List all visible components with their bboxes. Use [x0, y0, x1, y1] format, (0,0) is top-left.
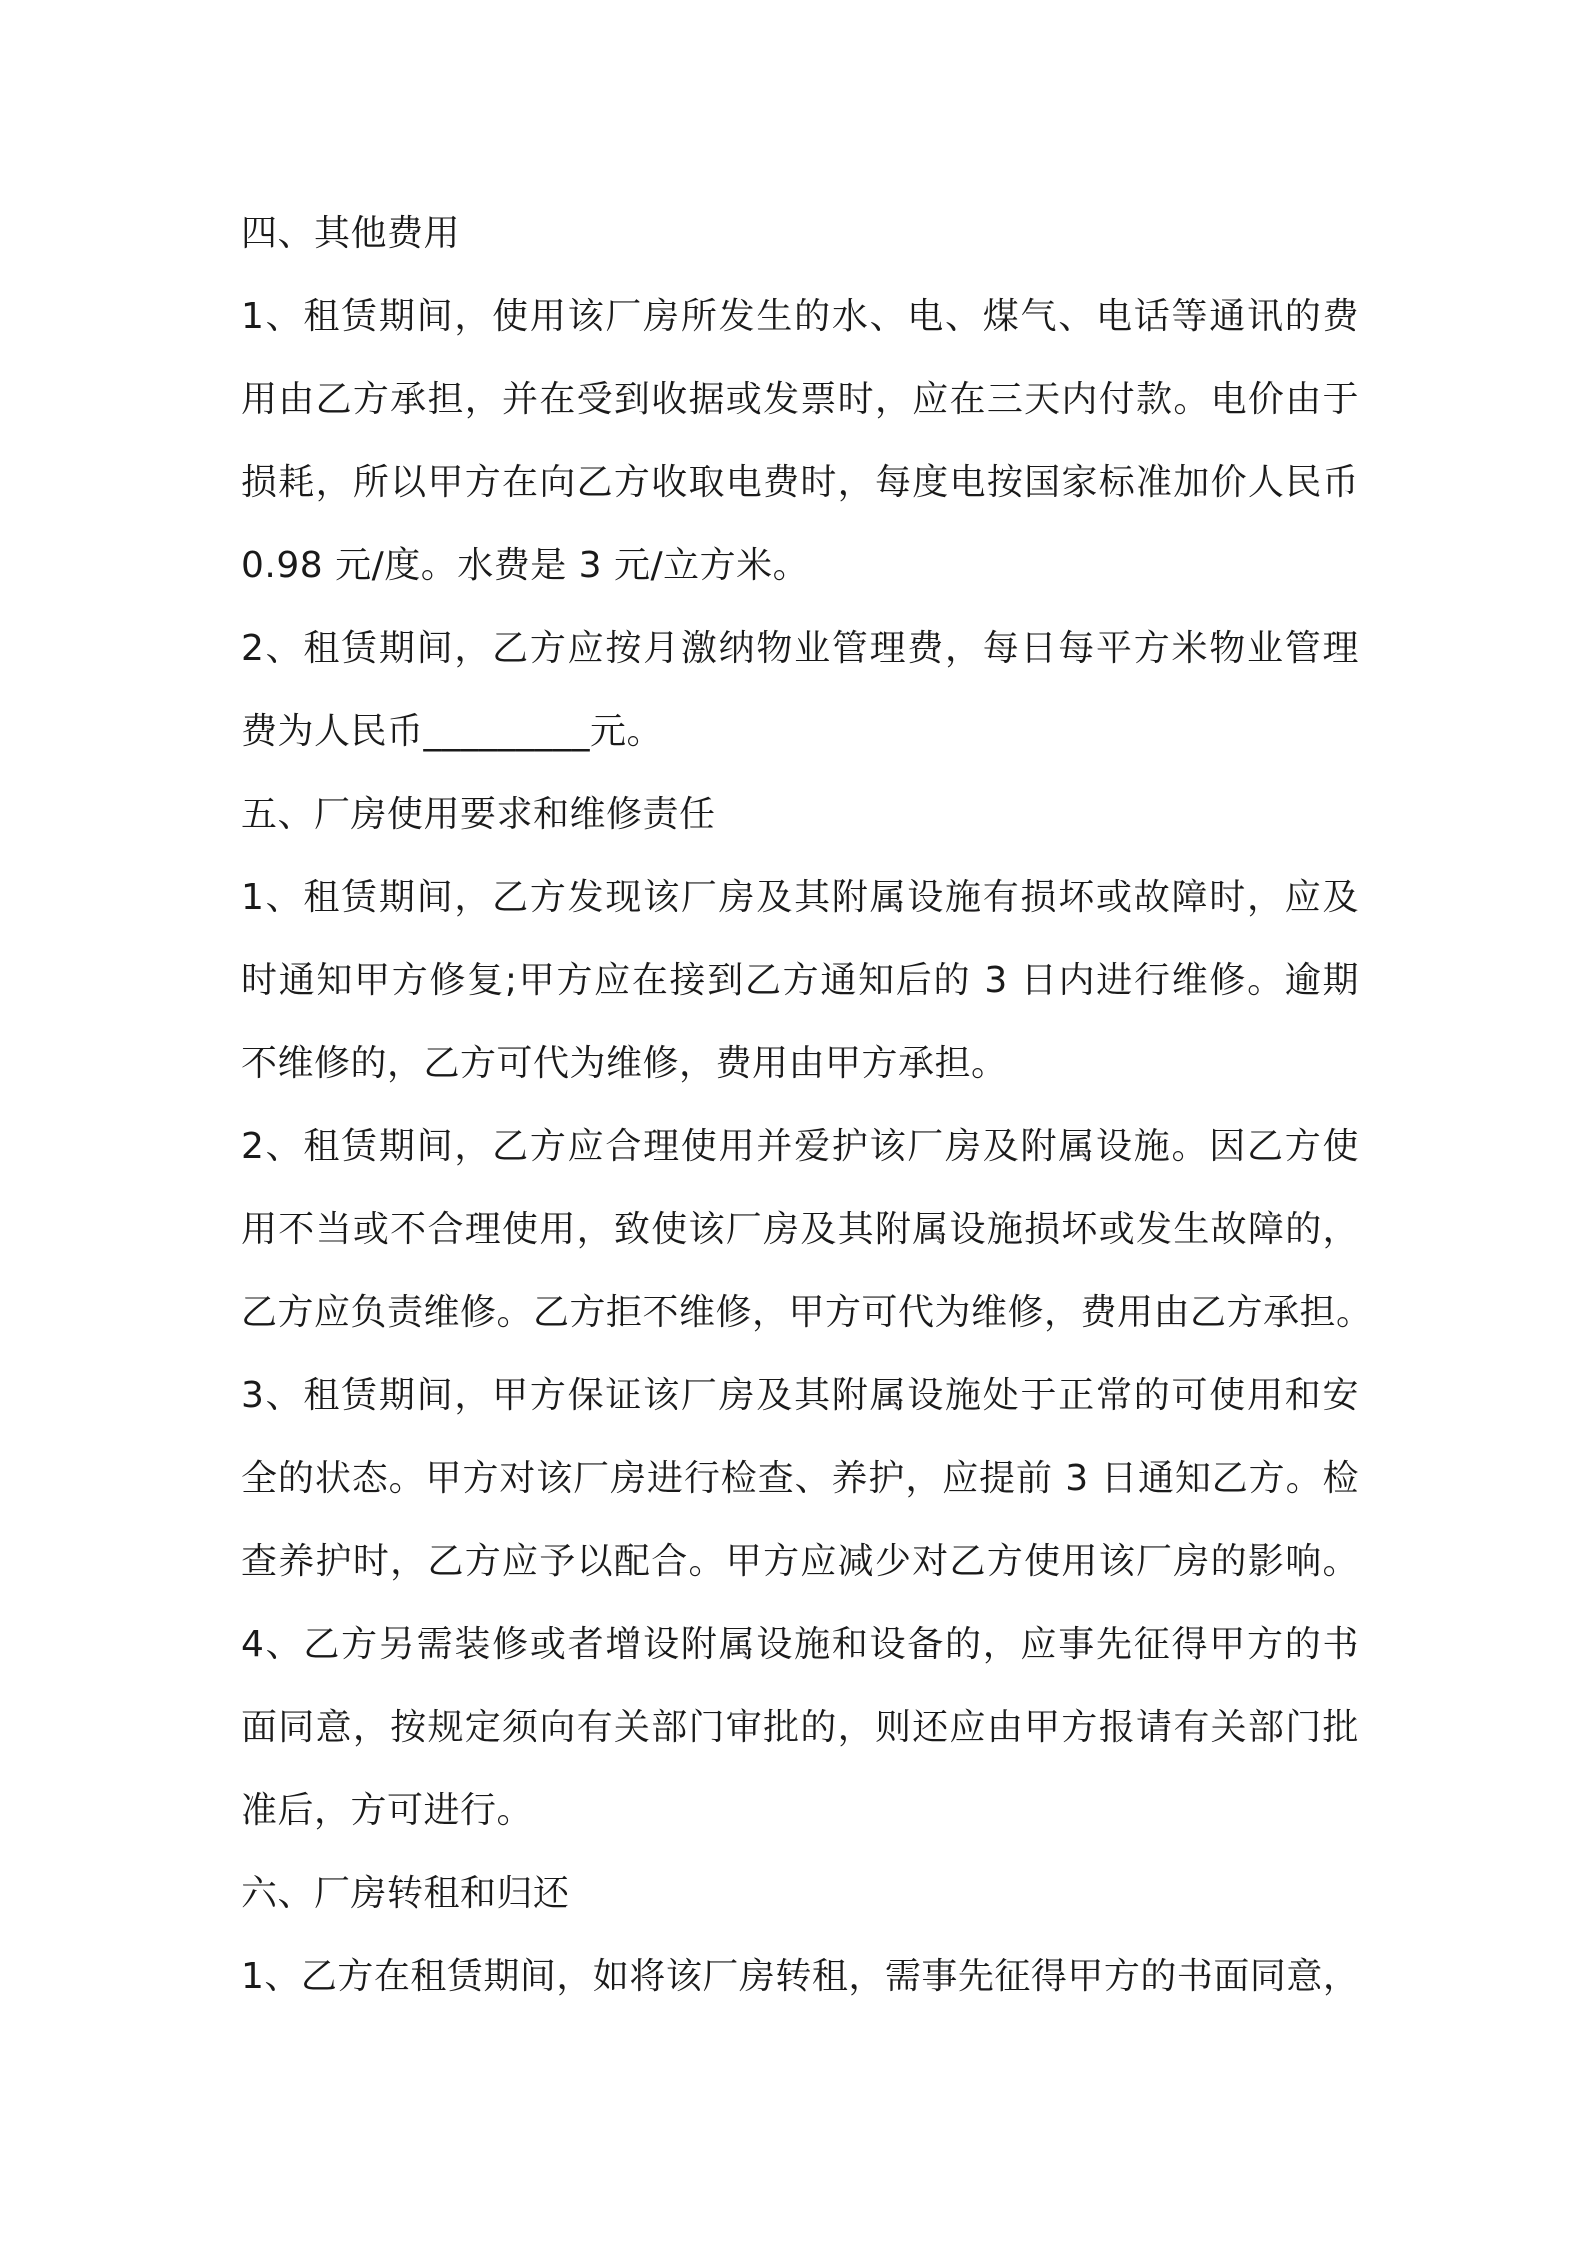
document-line: 2、租赁期间，乙方应合理使用并爱护该厂房及附属设施。因乙方使 [241, 1126, 1359, 1167]
document-body [241, 192, 1373, 2018]
document-line: 3、租赁期间，甲方保证该厂房及其附属设施处于正常的可使用和安 [241, 1375, 1359, 1416]
document-line: 1、租赁期间，乙方发现该厂房及其附属设施有损坏或故障时，应及 [241, 877, 1359, 918]
document-line: 不维修的，乙方可代为维修，费用由甲方承担。 [241, 1043, 1008, 1084]
document-line: 用由乙方承担，并在受到收据或发票时，应在三天内付款。电价由于 [241, 379, 1359, 420]
document-line: 五、厂房使用要求和维修责任 [241, 794, 716, 835]
document-line: 时通知甲方修复;甲方应在接到乙方通知后的 3 日内进行维修。逾期 [241, 960, 1359, 1001]
document-line: 1、乙方在租赁期间，如将该厂房转租，需事先征得甲方的书面同意， [241, 1956, 1360, 1997]
document-line: 用不当或不合理使用，致使该厂房及其附属设施损坏或发生故障的， [241, 1209, 1359, 1250]
document-line: 面同意，按规定须向有关部门审批的，则还应由甲方报请有关部门批 [241, 1707, 1359, 1748]
document-line: 损耗，所以甲方在向乙方收取电费时，每度电按国家标准加价人民币 [241, 462, 1359, 503]
document-line: 查养护时，乙方应予以配合。甲方应减少对乙方使用该厂房的影响。 [241, 1541, 1359, 1582]
document-line: 2、租赁期间，乙方应按月激纳物业管理费，每日每平方米物业管理 [241, 628, 1359, 669]
document-line: 乙方应负责维修。乙方拒不维修，甲方可代为维修，费用由乙方承担。 [241, 1292, 1373, 1333]
document-line: 1、租赁期间，使用该厂房所发生的水、电、煤气、电话等通讯的费 [241, 296, 1359, 337]
document-line: 费为人民币_________元。 [241, 711, 664, 752]
document-line: 四、其他费用 [241, 213, 461, 254]
document-line: 4、乙方另需装修或者增设附属设施和设备的，应事先征得甲方的书 [241, 1624, 1359, 1665]
document-line: 0.98 元/度。水费是 3 元/立方米。 [241, 545, 810, 586]
document-line: 六、厂房转租和归还 [241, 1873, 570, 1914]
document-line: 全的状态。甲方对该厂房进行检查、养护，应提前 3 日通知乙方。检 [241, 1458, 1359, 1499]
document-line: 准后，方可进行。 [241, 1790, 534, 1831]
